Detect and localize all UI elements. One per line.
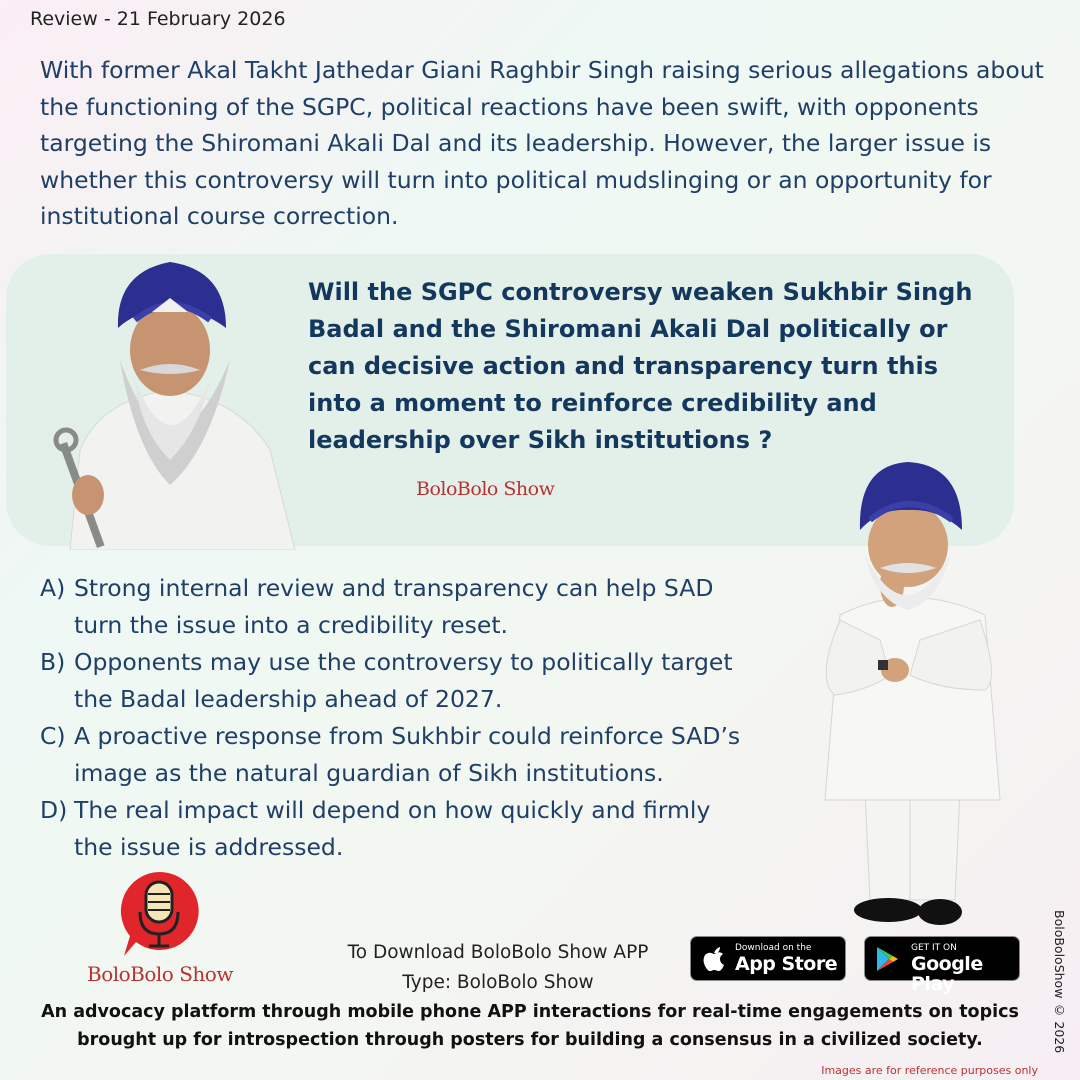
- app-store-small-text: Download on the: [735, 943, 812, 953]
- poll-question: Will the SGPC controversy weaken Sukhbir Singh Badal and the Shiromani Akali Dal politically or can decisive action and transparency turn this into a moment to reinforce credibility and leadership over Sikh institutions ?: [308, 278, 973, 454]
- google-play-big-text: Google Play: [911, 953, 983, 995]
- image-disclaimer: Images are for reference purposes only: [821, 1064, 1038, 1077]
- option-text-continued: the issue is addressed.: [74, 833, 344, 861]
- download-instructions: [318, 938, 678, 998]
- download-type-line: Type: BoloBolo Show: [402, 972, 594, 993]
- review-date: Review - 21 February 2026: [30, 8, 286, 30]
- intro-paragraph: With former Akal Takht Jathedar Giani Raghbir Singh raising serious allegations about the functioning of the SGPC, political reactions have been swift, with opponents targeting the Shiromani Akali Dal and its leadership. However, the larger issue is whether this controversy will turn into political mudslinging or an opportunity for institutional course correction.: [40, 56, 1044, 230]
- option-text-continued: turn the issue into a credibility reset.: [74, 611, 509, 639]
- answer-options: [40, 570, 830, 866]
- app-store-badge[interactable]: [690, 936, 846, 981]
- brand-wordmark-footer: BoloBolo Show: [87, 962, 233, 986]
- option-a[interactable]: [40, 570, 830, 644]
- option-text-continued: image as the natural guardian of Sikh institutions.: [74, 759, 664, 787]
- option-c[interactable]: [40, 718, 830, 792]
- option-text: A proactive response from Sukhbir could reinforce SAD’s: [74, 722, 741, 750]
- platform-tagline: An advocacy platform through mobile phone APP interactions for real-time engagements on topics brought up for introspection through posters for building a consensus in a civilized society.: [41, 1002, 1019, 1050]
- option-b[interactable]: [40, 644, 830, 718]
- option-d[interactable]: [40, 792, 830, 866]
- google-play-badge[interactable]: [864, 936, 1020, 995]
- apple-icon: [703, 946, 725, 972]
- option-letter: C): [40, 722, 66, 750]
- copyright-notice: BoloBoloShow © 2026: [1052, 910, 1067, 1054]
- app-store-big-text: App Store: [735, 953, 838, 975]
- option-text: The real impact will depend on how quickly and firmly: [74, 796, 711, 824]
- brand-wordmark-panel: BoloBolo Show: [416, 478, 555, 500]
- option-letter: D): [40, 796, 68, 824]
- option-text-continued: the Badal leadership ahead of 2027.: [74, 685, 503, 713]
- right-person-illustration: [810, 460, 1010, 935]
- microphone-logo-icon: [116, 868, 202, 964]
- download-line: To Download BoloBolo Show APP: [347, 942, 649, 963]
- google-play-icon: [875, 946, 899, 972]
- option-text: Opponents may use the controversy to politically target: [74, 648, 733, 676]
- option-letter: A): [40, 574, 66, 602]
- google-play-small-text: GET IT ON: [911, 943, 957, 953]
- option-letter: B): [40, 648, 66, 676]
- option-text: Strong internal review and transparency can help SAD: [74, 574, 714, 602]
- left-person-illustration: [40, 250, 300, 550]
